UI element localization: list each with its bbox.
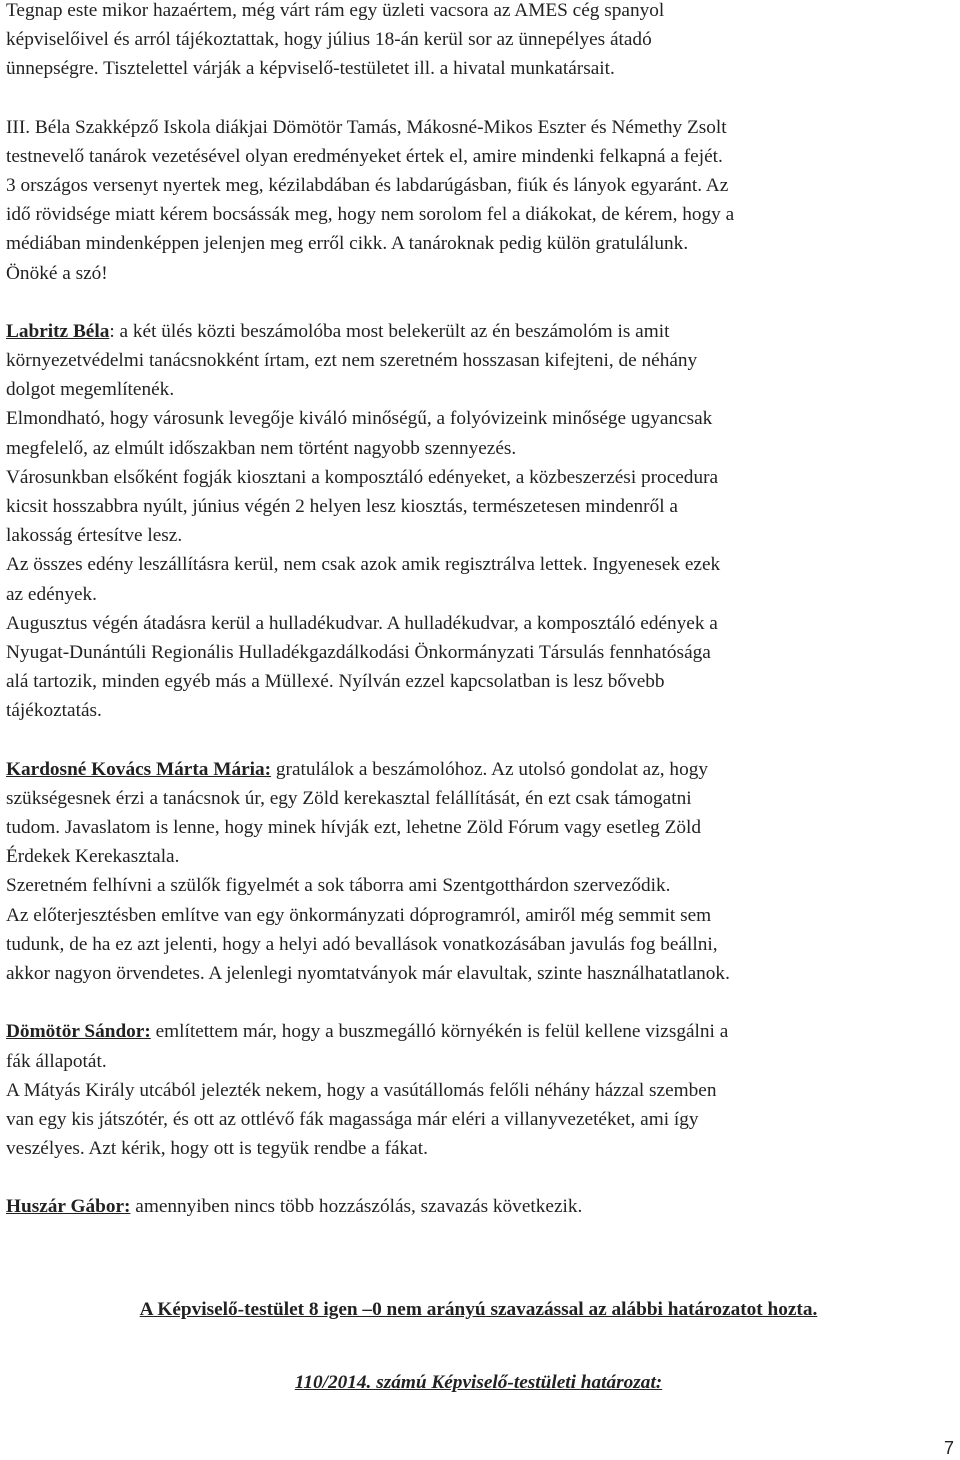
text-line: A Mátyás Király utcából jelezték nekem, hogy a vasútállomás felőli néhány házzal szemben	[6, 1079, 717, 1101]
speaker-line	[6, 755, 951, 784]
text-line: Érdekek Kerekasztala.	[6, 846, 180, 868]
text-line: képviselőivel és arról tájékoztattak, hogy július 18-án kerül sor az ünnepélyes átadó	[6, 29, 652, 51]
text-line: tudom. Javaslatom is lenne, hogy minek hívják ezt, lehetne Zöld Fórum vagy esetleg Zöld	[6, 817, 702, 839]
decision-line: A Képviselő-testület 8 igen –0 nem arányú szavazással az alábbi határozatot hozta.	[139, 1298, 818, 1320]
text-line: Városunkban elsőként fogják kiosztani a komposztáló edényeket, a közbeszerzési procedura	[6, 466, 719, 488]
speaker-name: Dömötör Sándor:	[6, 1021, 151, 1043]
paragraph-spacer	[6, 726, 951, 755]
school-paragraph	[6, 113, 951, 288]
text-line: Az összes edény leszállításra kerül, nem csak azok amik regisztrálva lettek. Ingyenesek ezek	[6, 554, 721, 576]
labritz-section	[6, 317, 951, 726]
document-page	[6, 0, 951, 1397]
text-line: Az előterjesztésben említve van egy önkormányzati dóprogramról, amiről még semmit sem	[6, 904, 712, 926]
paragraph-spacer	[6, 288, 951, 317]
text-line: III. Béla Szakképző Iskola diákjai Dömötör Tamás, Mákosné-Mikos Eszter és Némethy Zsolt	[6, 116, 727, 138]
text-line: Önöké a szó!	[6, 262, 108, 284]
text-line: lakosság értesítve lesz.	[6, 525, 183, 547]
text-line: idő rövidsége miatt kérem bocsássák meg, hogy nem sorolom fel a diákokat, de kérem, hogy a	[6, 204, 735, 226]
speaker-name: Kardosné Kovács Márta Mária:	[6, 758, 272, 780]
text-line: ünnepségre. Tisztelettel várják a képviselő-testületet ill. a hivatal munkatársait.	[6, 58, 615, 80]
text-line: van egy kis játszótér, és ott az ottlévő fák magassága már eléri a villanyvezetéket, ami így	[6, 1108, 699, 1130]
page-number: 7	[943, 1438, 954, 1458]
text-line: médiában mindenképpen jelenjen meg erről cikk. A tanároknak pedig külön gratulálunk.	[6, 233, 689, 255]
text-line: Augusztus végén átadásra kerül a hulladékudvar. A hulladékudvar, a komposztáló edények a	[6, 612, 718, 634]
paragraph-spacer	[6, 1222, 951, 1266]
text-line: szükségesnek érzi a tanácsnok úr, egy Zöld kerekasztal felállítását, én ezt csak támogatni	[6, 787, 692, 809]
text-line: akkor nagyon örvendetes. A jelenlegi nyomtatványok már elavultak, szinte használhatatlanok.	[6, 963, 730, 985]
text-line: Nyugat-Dunántúli Regionális Hulladékgazdálkodási Önkormányzati Társulás fennhatósága	[6, 642, 711, 664]
speaker-text: említettem már, hogy a buszmegálló környékén is felül kellene vizsgálni a	[150, 1021, 729, 1043]
text-line: testnevelő tanárok vezetésével olyan eredményeket értek el, amire mindenki felkapná a fejét.	[6, 145, 723, 167]
text-line: megfelelő, az elmúlt időszakban nem történt nagyobb szennyezés.	[6, 437, 517, 459]
text-line: dolgot megemlítenék.	[6, 379, 175, 401]
domotor-section	[6, 1017, 951, 1163]
text-line: fák állapotát.	[6, 1050, 107, 1072]
text-line: tájékoztatás.	[6, 700, 102, 722]
speaker-line	[6, 1192, 951, 1221]
text-line: alá tartozik, minden egyéb más a Müllexé. Nyílván ezzel kapcsolatban is lesz bővebb	[6, 671, 665, 693]
paragraph-spacer	[6, 988, 951, 1017]
paragraph-spacer	[6, 84, 951, 113]
paragraph-spacer	[6, 1266, 951, 1295]
speaker-text: : a két ülés közti beszámolóba most belekerült az én beszámolóm is amit	[109, 320, 670, 342]
text-line: Tegnap este mikor hazaértem, még várt rám egy üzleti vacsora az AMES cég spanyol	[6, 0, 665, 21]
text-line: tudunk, de ha ez azt jelenti, hogy a helyi adó bevallások vonatkozásában javulás fog beállni,	[6, 933, 718, 955]
paragraph-spacer	[6, 1163, 951, 1192]
text-line: veszélyes. Azt kérik, hogy ott is tegyük rendbe a fákat.	[6, 1138, 428, 1160]
kardosne-section	[6, 755, 951, 989]
text-line: környezetvédelmi tanácsnokként írtam, ezt nem szeretném hosszasan kifejteni, de néhány	[6, 350, 698, 372]
speaker-text: amennyiben nincs több hozzászólás, szavazás következik.	[130, 1196, 583, 1218]
text-line: az edények.	[6, 583, 97, 605]
text-line: 3 országos versenyt nyertek meg, kézilabdában és labdarúgásban, fiúk és lányok egyaránt. Az	[6, 175, 729, 197]
paragraph-spacer	[6, 1324, 951, 1368]
speaker-text: gratulálok a beszámolóhoz. Az utolsó gondolat az, hogy	[271, 758, 708, 780]
speaker-name: Huszár Gábor:	[6, 1196, 131, 1218]
text-line: Szeretném felhívni a szülők figyelmét a sok táborra ami Szentgotthárdon szerveződik.	[6, 875, 671, 897]
huszar-section	[6, 1192, 951, 1221]
text-line: kicsit hosszabbra nyúlt, június végén 2 helyen lesz kiosztás, természetesen mindenről a	[6, 496, 678, 518]
speaker-line	[6, 1017, 951, 1046]
intro-paragraph	[6, 0, 951, 84]
text-line: Elmondható, hogy városunk levegője kiváló minőségű, a folyóvizeink minősége ugyancsak	[6, 408, 713, 430]
resolution-title: 110/2014. számú Képviselő-testületi határozat:	[294, 1371, 663, 1393]
speaker-name: Labritz Béla	[6, 320, 110, 342]
speaker-line	[6, 317, 951, 346]
